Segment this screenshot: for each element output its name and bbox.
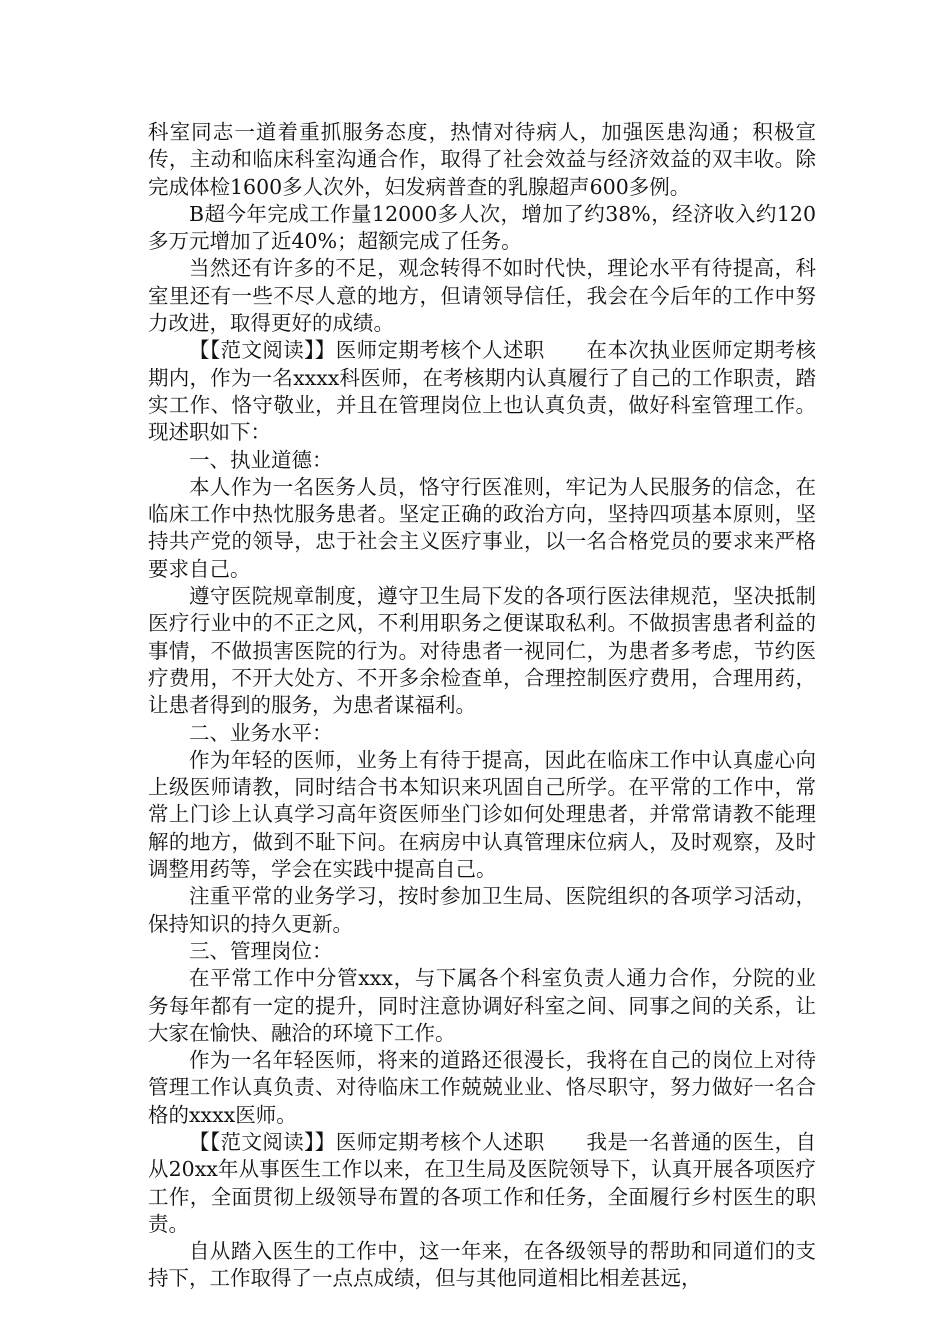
paragraph-ethics-1: 本人作为一名医务人员，恪守行医准则，牢记为人民服务的信念，在临床工作中热忱服务患者。坚定正确的政治方向，坚持四项基本原则，坚持共产党的领导，忠于社会主义医疗事业，以一名合格党员的要求来严格要求自己。 — [148, 474, 816, 581]
paragraph-management-1: 在平常工作中分管xxx，与下属各个科室负责人通力合作，分院的业务每年都有一定的提升，同时注意协调好科室之间、同事之间的关系，让大家在愉快、融洽的环境下工作。 — [148, 966, 816, 1045]
paragraph-sample-reading-1: 【【范文阅读】】医师定期考核个人述职 在本次执业医师定期考核期内，作为一名xxxx科医师，在考核期内认真履行了自己的工作职责，踏实工作、恪守敬业，并且在管理岗位上也认真负责，做好科室管理工作。现述职如下： — [148, 338, 816, 445]
document-body — [148, 119, 816, 1293]
paragraph-ethics-2: 遵守医院规章制度，遵守卫生局下发的各项行医法律规范，坚决抵制医疗行业中的不正之风，不利用职务之便谋取私利。不做损害患者利益的事情，不做损害医院的行为。对待患者一视同仁，为患者多考虑，节约医疗费用，不开大处方、不开多余检查单，合理控制医疗费用，合理用药，让患者得到的服务，为患者谋福利。 — [148, 584, 816, 718]
paragraph-professional-1: 作为年轻的医师，业务上有待于提高，因此在临床工作中认真虚心向上级医师请教，同时结合书本知识来巩固自己所学。在平常的工作中，常常上门诊上认真学习高年资医师坐门诊如何处理患者，并常常请教不能理解的地方，做到不耻下问。在病房中认真管理床位病人，及时观察，及时调整用药等，学会在实践中提高自己。 — [148, 747, 816, 882]
section-heading-ethics: 一、执业道德： — [189, 447, 333, 472]
paragraph-management-2: 作为一名年轻医师，将来的道路还很漫长，我将在自己的岗位上对待管理工作认真负责、对待临床工作兢兢业业、恪尽职守，努力做好一名合格的xxxx医师。 — [148, 1048, 816, 1127]
section-heading-management: 三、管理岗位： — [189, 938, 333, 963]
section-heading-professional-level: 二、业务水平： — [189, 720, 333, 745]
paragraph-sample-reading-2: 【【范文阅读】】医师定期考核个人述职 我是一名普通的医生，自从20xx年从事医生工作以来，在卫生局及医院领导下，认真开展各项医疗工作，全面贯彻上级领导布置的各项工作和任务，全面履行乡村医生的职责。 — [148, 1129, 816, 1236]
paragraph-shortcomings: 当然还有许多的不足，观念转得不如时代快，理论水平有待提高，科室里还有一些不尽人意的地方，但请领导信任，我会在今后年的工作中努力改进，取得更好的成绩。 — [148, 256, 816, 336]
paragraph-b-ultrasound-workload: B超今年完成工作量12000多人次，增加了约38%，经济收入约120多万元增加了近40%；超额完成了任务。 — [148, 201, 816, 254]
paragraph-continuation: 科室同志一道着重抓服务态度，热情对待病人，加强医患沟通；积极宣传，主动和临床科室沟通合作，取得了社会效益与经济效益的双丰收。除完成体检1600多人次外，妇发病普查的乳腺超声600多例。 — [148, 120, 816, 199]
paragraph-professional-2: 注重平常的业务学习，按时参加卫生局、医院组织的各项学习活动，保持知识的持久更新。 — [148, 884, 816, 936]
paragraph-work-history: 自从踏入医生的工作中，这一年来，在各级领导的帮助和同道们的支持下，工作取得了一点点成绩，但与其他同道相比相差甚远， — [148, 1239, 816, 1291]
